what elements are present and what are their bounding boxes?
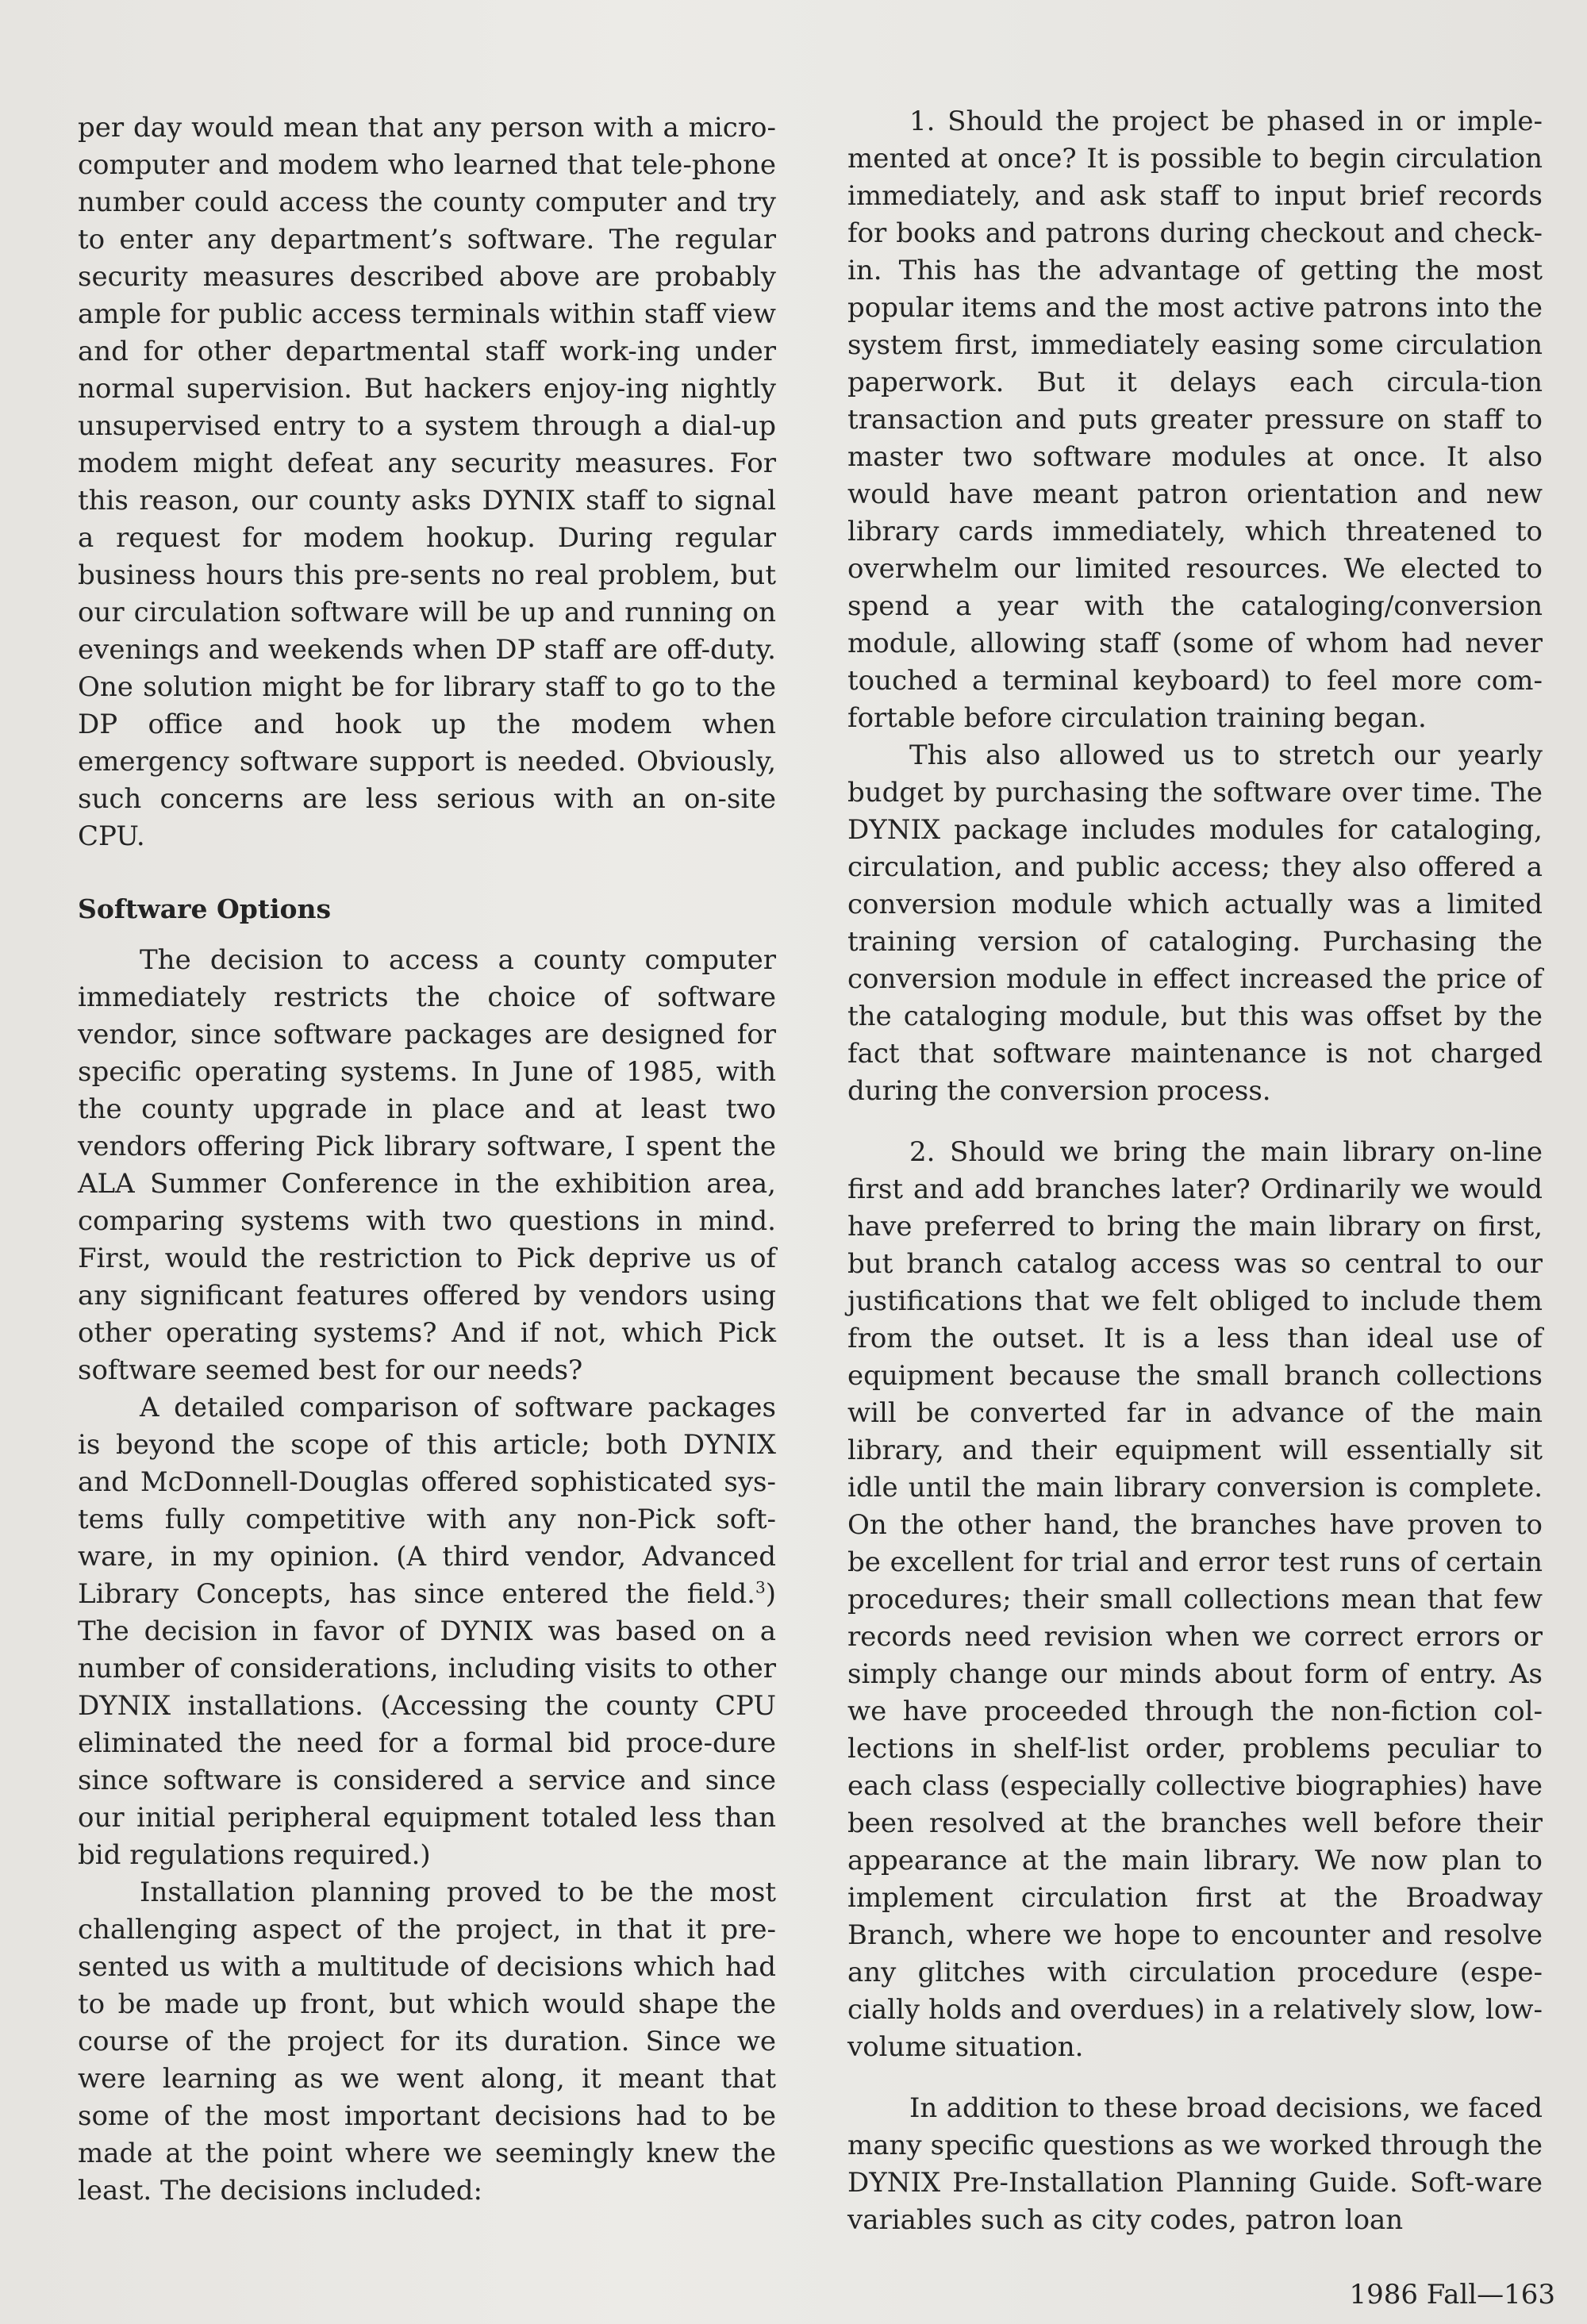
paragraph-specific-questions: In addition to these broad decisions, we faced many specific questions as we worked through the DYNIX Pre-Installation Planning Guide. Soft-ware variables such as city codes, patron loan — [847, 2092, 1543, 2236]
left-column — [78, 109, 776, 2210]
paragraph-modem-security: per day would mean that any person with a micro-computer and modem who learned that tele-phone number could access the county computer and try to enter any department’s software. The regular security measures described above are probably ample for public access terminals within staff view and for other departmental staff work-ing under normal supervision. But hackers enjoy-ing nightly unsupervised entry to a system through a dial-up modem might defeat any security measures. For this reason, our county asks DYNIX staff to signal a request for modem hookup. During regular business hours this pre-sents no real problem, but our circulation software will be up and running on evenings and weekends when DP staff are off-duty. One solution might be for library staff to go to the DP office and hook up the modem when emergency software support is needed. Obviously, such concerns are less serious with an on-site CPU. — [78, 112, 776, 852]
paragraph-comparison — [78, 1389, 776, 1874]
paragraph-decision-phasing: 1. Should the project be phased in or imple-mented at once? It is possible to begin circulation immediately, and ask staff to input brief records for books and patrons during checkout and check-in. This has the advantage of getting the most popular items and the most active patrons into the system first, immediately easing some circulation paperwork. But it delays each circula-tion transaction and puts greater pressure on staff to master two software modules at once. It also would have meant patron orientation and new library cards immediately, which threatened to overwhelm our limited resources. We elected to spend a year with the cataloging/conversion module, allowing staff (some of whom had never touched a terminal keyboard) to feel more com-fortable before circulation training began. — [847, 106, 1543, 734]
comparison-text-end: ) The decision in favor of DYNIX was based on a number of considerations, including visits to other DYNIX installations. (Accessing the county CPU eliminated the need for a formal bid proce-dure since software is considered a service and since our initial peripheral equipment totaled less than bid regulations required.) — [78, 1578, 776, 1871]
page-footer: 1986 Fall—163 — [1349, 2279, 1555, 2311]
paragraph-installation-planning: Installation planning proved to be the most challenging aspect of the project, in that it pre-sented us with a multitude of decisions which had to be made up front, but which would shape the course of the project for its duration. Since we were learning as we went along, it meant that some of the most important decisions had to be made at the point where we seemingly knew the least. The decisions included: — [78, 1876, 776, 2207]
footnote-marker: 3 — [755, 1577, 766, 1597]
section-heading-software-options: Software Options — [78, 893, 332, 924]
comparison-text-start: A detailed comparison of software packages is beyond the scope of this article; both DYNIX and McDonnell-Douglas offered sophisticated sys-tems fully competitive with any non-Pick soft-ware, in my opinion. (A third vendor, Advanced Library Concepts, has since entered the field. — [78, 1392, 776, 1610]
paragraph-software-decision: The decision to access a county computer immediately restricts the choice of software vendor, since software packages are designed for specific operating systems. In June of 1985, with the county upgrade in place and at least two vendors offering Pick library software, I spent the ALA Summer Conference in the exhibition area, comparing systems with two questions in mind. First, would the restriction to Pick deprive us of any significant features offered by vendors using other operating systems? And if not, which Pick software seemed best for our needs? — [78, 944, 776, 1386]
right-column — [847, 103, 1543, 2239]
paragraph-budget: This also allowed us to stretch our yearly budget by purchasing the software over time. The DYNIX package includes modules for cataloging, circulation, and public access; they also offered a conversion module which actually was a limited training version of cataloging. Purchasing the conversion module in effect increased the price of the cataloging module, but this was offset by the fact that software maintenance is not charged during the conversion process. — [847, 739, 1543, 1107]
paragraph-decision-main-library: 2. Should we bring the main library on-line first and add branches later? Ordinarily we would have preferred to bring the main library on first, but branch catalog access was so central to our justifications that we felt obliged to include them from the outset. It is a less than ideal use of equipment because the small branch collections will be converted far in advance of the main library, and their equipment will essentially sit idle until the main library conversion is complete. On the other hand, the branches have proven to be excellent for trial and error test runs of certain procedures; their small collections mean that few records need revision when we correct errors or simply change our minds about form of entry. As we have proceeded through the non-fiction col-lections in shelf-list order, problems peculiar to each class (especially collective biographies) have been resolved at the branches well before their appearance at the main library. We now plan to implement circulation first at the Broadway Branch, where we hope to encounter and resolve any glitches with circulation procedure (espe-cially holds and overdues) in a relatively slow, low-volume situation. — [847, 1136, 1543, 2063]
